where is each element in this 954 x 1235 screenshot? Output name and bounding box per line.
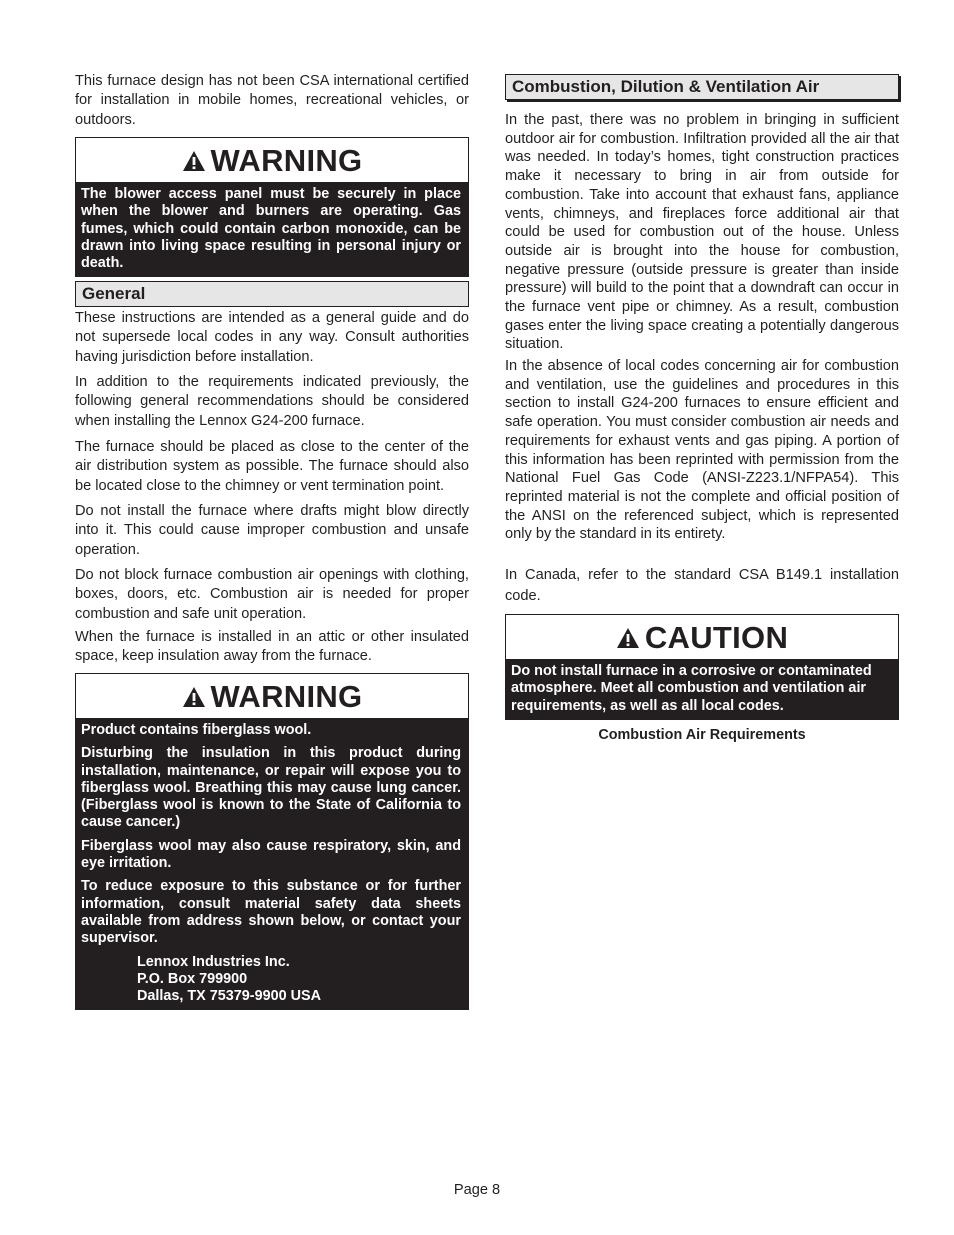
general-paragraph-1: These instructions are intended as a general guide and do not supersede local codes in any way. Consult authorities having jurisdiction before installation. [75,310,469,365]
warning-box-blower [75,137,469,277]
caution-triangle-icon [616,627,640,649]
page-number: Page 8 [453,1182,501,1198]
warning-line: Product contains fiberglass wool. [81,722,312,738]
caution-box [505,614,899,720]
combustion-paragraph-3: In Canada, refer to the standard CSA B149.1 installation code. [505,567,899,604]
warning-title: WARNING [210,678,363,714]
general-paragraph-2: In addition to the requirements indicated previously, the following general recommendations should be considered when installing the Lennox G24-200 furnace. [75,374,469,429]
warning-body [76,718,468,1009]
warning-triangle-icon [182,686,206,708]
warning-triangle-icon [182,150,206,172]
general-paragraph-5: Do not block furnace combustion air openings with clothing, boxes, doors, etc. Combustion air is needed for proper combustion and safe unit operation. [75,567,469,622]
section-heading-general: General [75,281,469,307]
caution-header [506,615,898,659]
general-paragraph-4: Do not install the furnace where drafts might blow directly into it. This could cause improper combustion and unsafe operation. [75,503,469,558]
warning-title: WARNING [210,142,363,178]
caution-body: Do not install furnace in a corrosive or contaminated atmosphere. Meet all combustion and ventilation air requirements, as well as all local codes. [506,659,898,719]
general-paragraph-3: The furnace should be placed as close to the center of the air distribution system as possible. The furnace should also be located close to the chimney or vent termination point. [75,439,469,494]
caution-title: CAUTION [644,619,789,655]
lennox-address: Lennox Industries Inc. P.O. Box 799900 Dallas, TX 75379-9900 USA [137,953,321,1005]
warning-box-fiberglass [75,673,469,1010]
combustion-paragraph-2: In the absence of local codes concerning air for combustion and ventilation, use the guidelines and procedures in this section to install G24-200 furnaces to ensure efficient and safe operation. You must consider combustion air needs and requirements for exhaust vents and gas piping. A portion of this information has been reprinted with permission from the National Fuel Gas Code (ANSI-Z223.1/NFPA54). This reprinted material is not the complete and official position of the ANSI on the referenced subject, which is represented only by the standard in its entirety. [505,358,899,543]
general-paragraph-6: When the furnace is installed in an attic or other insulated space, keep insulation away from the furnace. [75,629,469,665]
warning-header [76,674,468,718]
warning-body: The blower access panel must be securely in place when the blower and burners are operating. Gas fumes, which could contain carbon monoxide, can be drawn into living space resulting in personal injury or death. [76,182,468,276]
intro-paragraph: This furnace design has not been CSA international certified for installation in mobile homes, recreational vehicles, or outdoors. [75,73,469,128]
warning-line: Disturbing the insulation in this product during installation, maintenance, or repair will expose you to fiberglass wool. Breathing this may cause lung cancer. (Fiberglass wool is known to the State of California to cause cancer.) [81,745,461,831]
figure-caption: Combustion Air Requirements [598,727,806,743]
section-heading-combustion-air: Combustion, Dilution & Ventilation Air [505,74,899,100]
warning-line: Fiberglass wool may also cause respiratory, skin, and eye irritation. [81,837,461,872]
warning-header [76,138,468,182]
combustion-paragraph-1: In the past, there was no problem in bringing in sufficient outdoor air for combustion. Infiltration provided all the air that was needed. In today’s homes, tight construction practices make it necessary to bring in air from outside for combustion. Take into account that exhaust fans, appliance vents, chimneys, and fireplaces force additional air that could be used for combustion out of the house. Unless outside air is brought into the house for combustion, negative pressure (outside pressure is greater than inside pressure) will build to the point that a downdraft can occur in the furnace vent pipe or chimney. As a result, combustion gases enter the living space creating a potentially dangerous situation. [505,112,899,353]
warning-line: To reduce exposure to this substance or for further information, consult material safety data sheets available from address shown below, or contact your supervisor. [81,878,461,947]
